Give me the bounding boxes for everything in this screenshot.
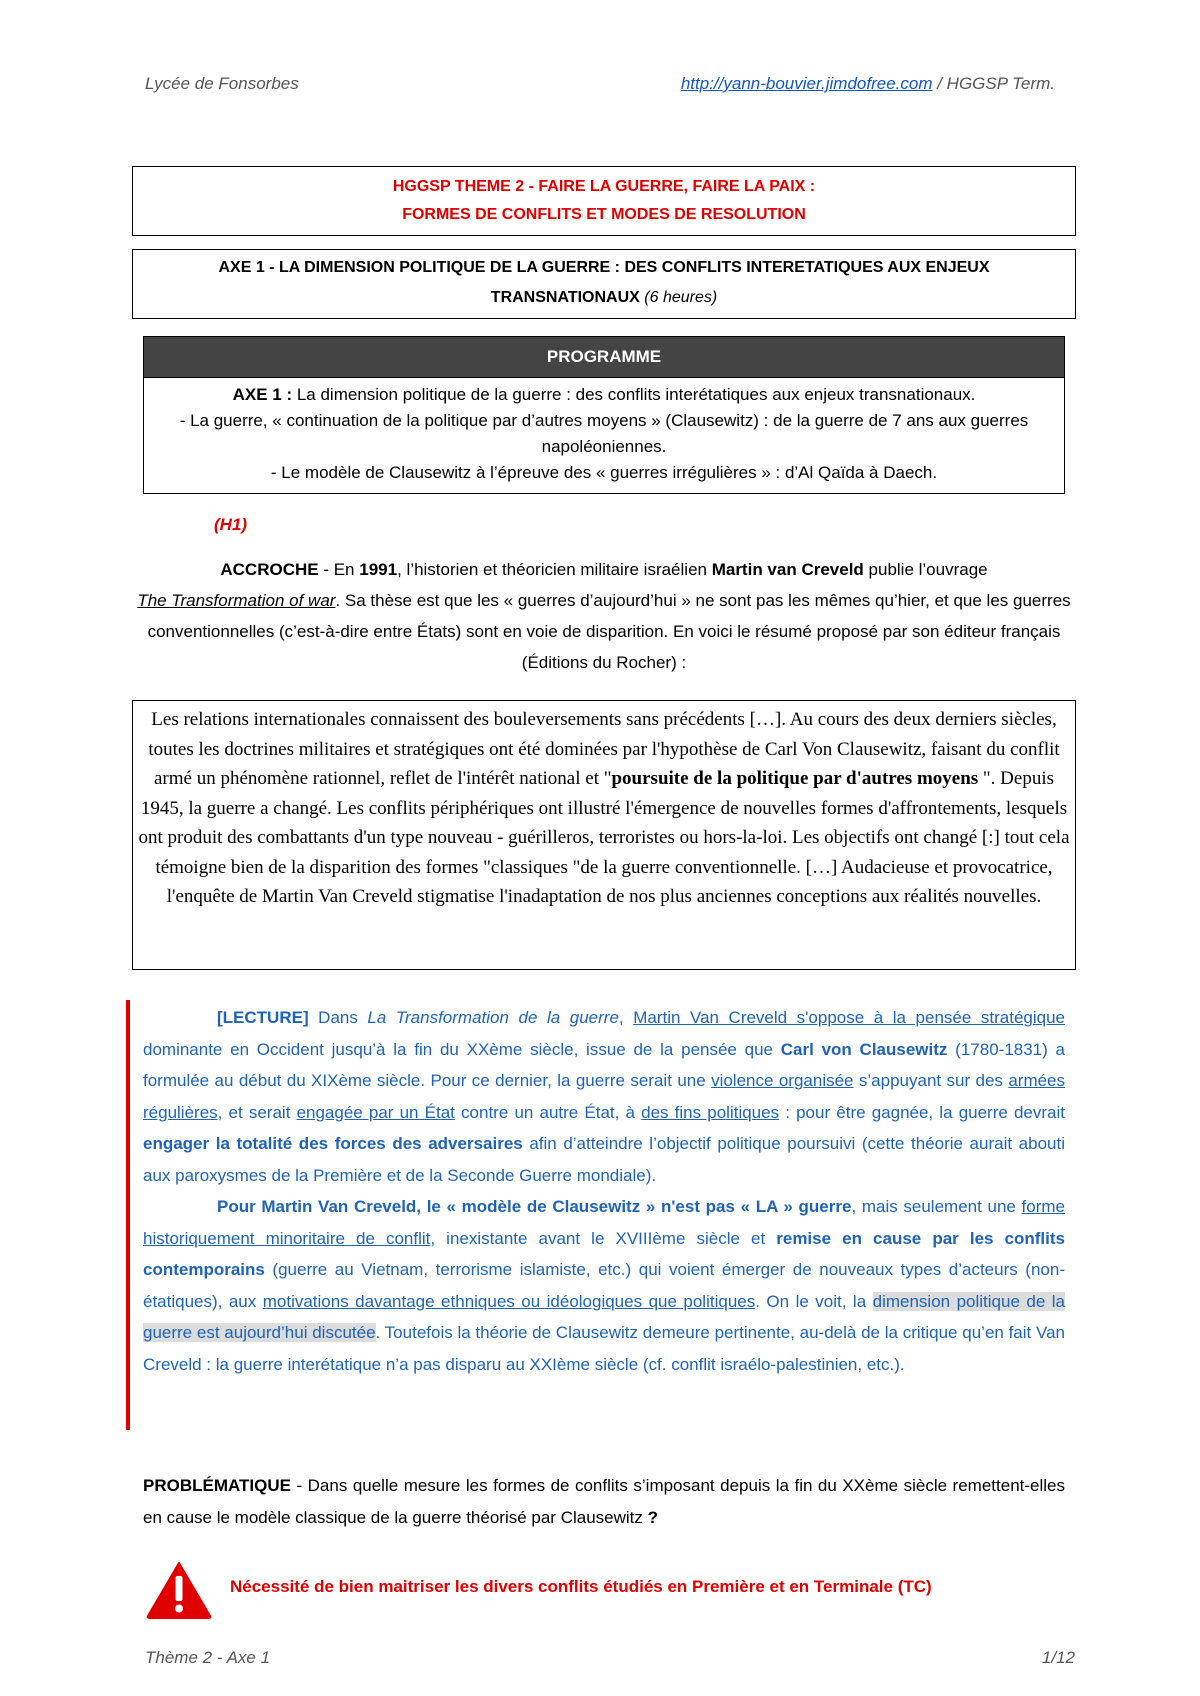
accroche-text: publie l’ouvrage	[863, 560, 988, 579]
programme-box	[143, 336, 1065, 494]
editor-summary-quote	[132, 700, 1076, 970]
warning-text: Nécessité de bien maitriser les divers conflits étudiés en Première et en Terminale (TC)	[230, 1577, 932, 1596]
lecture-bold: engager la totalité des forces des adversaires	[143, 1134, 523, 1153]
accroche-paragraph	[132, 554, 1076, 678]
accroche-text: . Sa thèse est que les « guerres d’aujourd’hui » ne sont pas les mêmes qu’hier, et que les guerres conventionnelles (c’est-à-dire entre États) sont en voie de disparition. En voici le résumé proposé par son éditeur français (Éditions du Rocher) :	[147, 591, 1071, 672]
lecture-text: ,	[618, 1008, 634, 1027]
lecture-label: [LECTURE]	[217, 1008, 309, 1027]
problematique-question-mark: ?	[647, 1507, 659, 1527]
lecture-sidebar-marker	[126, 1000, 130, 1430]
programme-title: PROGRAMME	[144, 337, 1064, 378]
accroche-text: - En	[318, 560, 360, 579]
lecture-underline: motivations davantage ethniques ou idéologiques que politiques	[262, 1291, 756, 1311]
accroche-text: , l’historien et théoricien militaire israélien	[397, 560, 712, 579]
lecture-text: Dans	[308, 1008, 368, 1027]
lecture-bold: Carl von Clausewitz	[780, 1039, 948, 1059]
warning-icon	[145, 1560, 213, 1620]
lecture-underline: forme historiquement minoritaire de conflit	[143, 1197, 1065, 1248]
theme-title-line2: FORMES DE CONFLITS ET MODES DE RESOLUTION	[402, 206, 806, 223]
lecture-text: dominante en Occident jusqu’à la fin du XXème siècle, issue de la pensée que	[143, 1039, 781, 1059]
axe-duration: (6 heures)	[644, 289, 718, 306]
problematique-label: PROBLÉMATIQUE	[143, 1476, 291, 1495]
lecture-paragraph-2	[143, 1191, 1065, 1380]
axe-title-box	[132, 249, 1076, 319]
problematique-text: - Dans quelle mesure les formes de conflits s’imposant depuis la fin du XXème siècle remettent-elles en cause le modèle classique de la guerre théorisé par Clausewitz	[143, 1476, 1065, 1527]
lecture-underline: armées régulières	[143, 1071, 1066, 1122]
accroche-book-title: The Transformation of war	[137, 591, 336, 610]
accroche-year: 1991	[359, 560, 398, 579]
lecture-book-title: La Transformation de la guerre	[367, 1008, 619, 1027]
quote-bold: poursuite de la politique par d'autres moyens	[611, 768, 979, 789]
header-course: / HGGSP Term.	[932, 74, 1055, 93]
quote-text: ". Depuis 1945, la guerre a changé. Les conflits périphériques ont illustré l'émergence de nouvelles formes d'affrontements, lesquels ont produit des combattants d'un type nouveau - guérilleros, terroristes ou hors-la-loi. Les objectifs ont changé [:] tout cela témoigne bien de la disparition des formes "classiques "de la guerre conventionnelle. […] Audacieuse et provocatrice, l'enquête de Martin Van Creveld stigmatise l'inadaptation de nos plus anciennes conceptions aux réalités nouvelles.	[138, 768, 1070, 907]
programme-axe-text: La dimension politique de la guerre : des conflits interétatiques aux enjeux transnationaux.	[292, 385, 976, 404]
lecture-text: . On le voit, la	[755, 1291, 873, 1311]
theme-title-line1: HGGSP THEME 2 - FAIRE LA GUERRE, FAIRE LA PAIX :	[392, 178, 816, 195]
header-url-link[interactable]: http://yann-bouvier.jimdofree.com	[680, 74, 933, 93]
lecture-underline: engagée par un État	[296, 1102, 455, 1122]
lecture-bold: Pour Martin Van Creveld, le « modèle de Clausewitz » n'est pas « LA » guerre	[217, 1197, 852, 1216]
programme-axe-label: AXE 1 :	[232, 385, 293, 404]
lecture-text: (guerre au Vietnam, terrorisme islamiste, etc.) qui voient émerger de nouveaux types d’acteurs (non-étatiques), aux	[143, 1260, 1065, 1311]
lecture-text: : pour être gagnée, la guerre devrait	[779, 1102, 1065, 1122]
lecture-text: . Toutefois la théorie de Clausewitz demeure pertinente, au-delà de la critique qu’en fait Van Creveld : la guerre interétatique n’a pas disparu au XXIème siècle (cf. conflit israélo-palestinien, etc.).	[143, 1323, 1065, 1374]
lecture-paragraph-1	[143, 1002, 1065, 1191]
lecture-text: , inexistante avant le XVIIIème siècle et	[430, 1228, 777, 1248]
header-right	[681, 74, 1055, 94]
footer-page-number: 1/12	[1041, 1648, 1075, 1667]
axe-title-line2: TRANSNATIONAUX	[490, 289, 640, 306]
lecture-text: s’appuyant sur des	[853, 1071, 1009, 1090]
lecture-underline: Martin Van Creveld s'oppose à la pensée stratégique	[633, 1008, 1066, 1027]
axe-title-line1: AXE 1 - LA DIMENSION POLITIQUE DE LA GUERRE : DES CONFLITS INTERETATIQUES AUX ENJEUX	[218, 259, 990, 276]
lecture-text: afin d’atteindre l’objectif politique poursuivi (cette théorie aurait abouti aux paroxysmes de la Première et de la Seconde Guerre mondiale).	[143, 1134, 1065, 1185]
programme-item-1: - La guerre, « continuation de la politique par d’autres moyens » (Clausewitz) : de la guerre de 7 ans aux guerres napoléoniennes.	[179, 411, 1029, 456]
problematique-paragraph	[143, 1470, 1065, 1533]
theme-title-box	[132, 166, 1076, 236]
header-school: Lycée de Fonsorbes	[145, 74, 299, 93]
programme-axe-line	[144, 382, 1064, 408]
lecture-bold: remise en cause par les conflits contemporains	[143, 1228, 1065, 1279]
footer-section: Thème 2 - Axe 1	[145, 1648, 271, 1667]
lecture-text: , et serait	[217, 1102, 297, 1122]
programme-body	[144, 378, 1064, 486]
lecture-text: (1780-1831) a formulée au début du XIXème siècle. Pour ce dernier, la guerre serait une	[143, 1039, 1065, 1090]
lecture-text: , mais seulement une	[851, 1197, 1022, 1216]
lecture-underline: des fins politiques	[641, 1102, 780, 1122]
lecture-section	[143, 1002, 1065, 1380]
axe-title-line2-wrap	[133, 283, 1075, 313]
programme-item-2: - Le modèle de Clausewitz à l’épreuve des « guerres irrégulières » : d’Al Qaïda à Daech.	[270, 463, 938, 482]
lecture-text: contre un autre État, à	[454, 1102, 642, 1122]
lecture-underline: violence organisée	[711, 1071, 854, 1090]
lecture-highlight: dimension politique de la guerre est aujourd’hui discutée	[143, 1291, 1065, 1342]
accroche-author: Martin van Creveld	[711, 560, 864, 579]
h1-tag: (H1)	[214, 515, 248, 534]
accroche-label: ACCROCHE	[220, 560, 319, 579]
quote-text: Les relations internationales connaissent des bouleversements sans précédents […]. Au cours des deux derniers siècles, toutes les doctrines militaires et stratégiques ont été dominées par l'hypothèse de Carl Von Clausewitz, faisant du conflit armé un phénomène rationnel, reflet de l'intérêt national et "	[148, 709, 1060, 789]
